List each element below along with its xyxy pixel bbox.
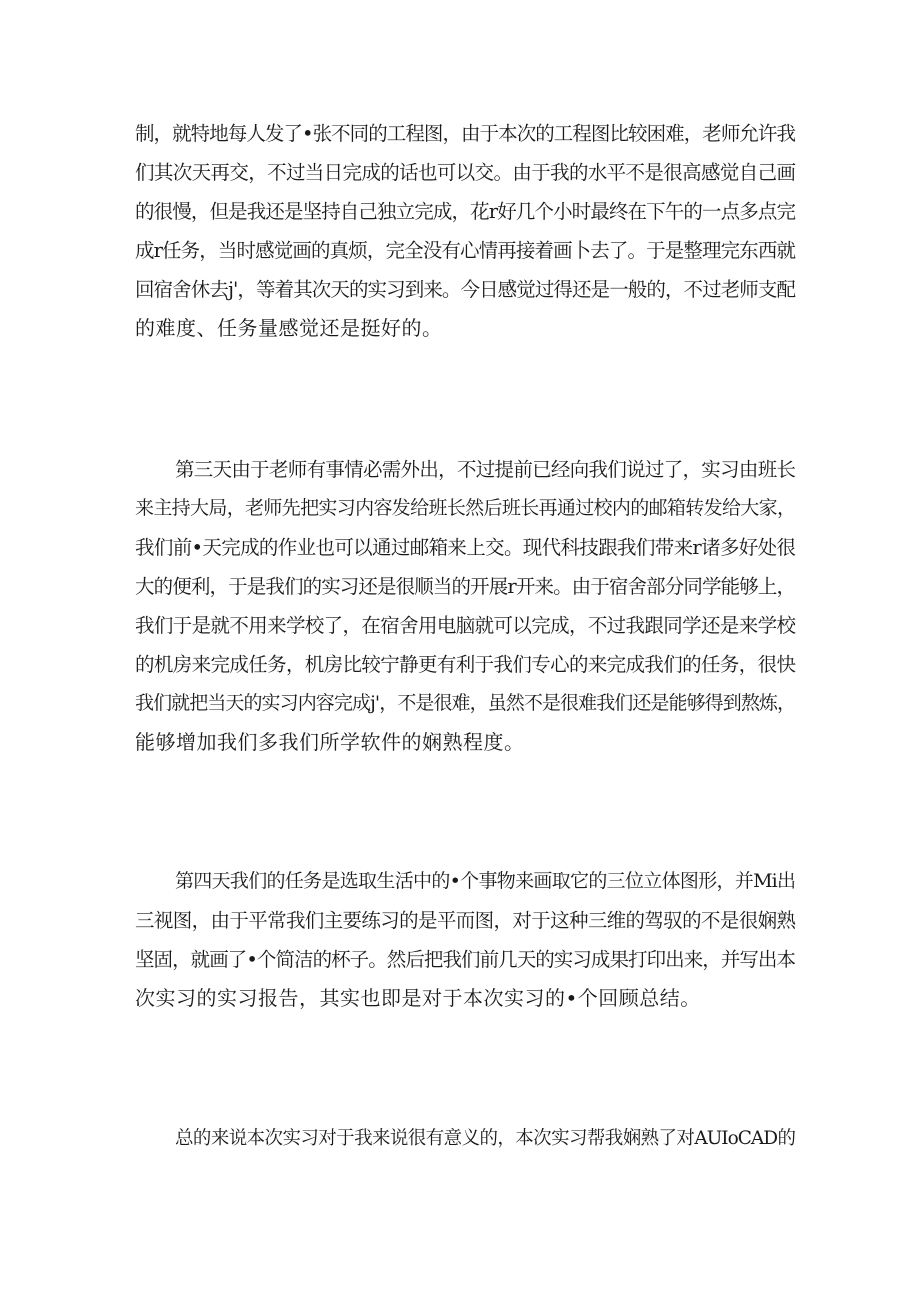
paragraph-line: 坚固，就画了•个简洁的杯子。然后把我们前几天的实习成果打印出来，并写出本 (135, 948, 795, 971)
paragraph-day-two-continued (135, 114, 795, 348)
paragraph-line: 我们前•天完成的作业也可以通过邮箱来上交。现代科技跟我们带来r诸多好处很 (135, 536, 795, 559)
paragraph-line: 第三天由于老师有事情必需外出，不过提前已经向我们说过了，实习由班长 (175, 458, 795, 481)
paragraph-line: 总的来说本次实习对于我来说很有意义的，本次实习帮我娴熟了对AUIoCAD的 (175, 1128, 795, 1149)
paragraph-line: 们其次天再交，不过当日完成的话也可以交。由于我的水平不是很高感觉自己画 (135, 161, 795, 184)
paragraph-line: 我们就把当天的实习内容完成j'，不是很难，虽然不是很难我们还是能够得到熬炼， (135, 692, 795, 714)
paragraph-line: 我们于是就不用来学校了，在宿舍用电脑就可以完成，不过我跟同学还是来学校 (135, 614, 795, 637)
paragraph-summary (135, 1119, 795, 1158)
paragraph-line: 第四天我们的任务是选取生活中的•个事物来画取它的三位立体图形，并Mi出 (175, 870, 795, 892)
paragraph-line: 制，就特地每人发了•张不同的工程图，由于本次的工程图比较困难，老师允许我 (135, 122, 795, 145)
paragraph-line: 的难度、任务量感觉还是挺好的。 (135, 316, 443, 340)
paragraph-line: 次实习的实习报告，其实也即是对于本次实习的•个回顾总结。 (135, 986, 701, 1010)
paragraph-line: 的机房来完成任务，机房比较宁静更有利于我们专心的来完成我们的任务，很快 (135, 653, 795, 676)
paragraph-day-four (135, 862, 795, 1018)
paragraph-line: 能够增加我们多我们所学软件的娴熟程度。 (135, 730, 525, 754)
paragraph-line: 大的便利，于是我们的实习还是很顺当的开展r开来。由于宿舍部分同学能够上， (135, 575, 795, 598)
paragraph-line: 回宿舍休去j'，等着其次天的实习到来。今日感觉过得还是一般的，不过老师支配 (135, 278, 795, 301)
paragraph-line: 的很慢，但是我还是坚持自己独立完成，花r好几个小时最终在下午的一点多点完 (135, 200, 795, 223)
paragraph-line: 成r任务，当时感觉画的真烦，完全没有心情再接着画卜去了。于是整理完东西就 (135, 239, 795, 262)
paragraph-line: 来主持大局，老师先把实习内容发给班长然后班长再通过校内的邮箱转发给大家， (135, 497, 795, 519)
paragraph-line: 三视图，由于平常我们主要练习的是平而图，对于这种三维的驾驭的不是很娴熟 (135, 909, 795, 932)
paragraph-day-three (135, 450, 795, 762)
